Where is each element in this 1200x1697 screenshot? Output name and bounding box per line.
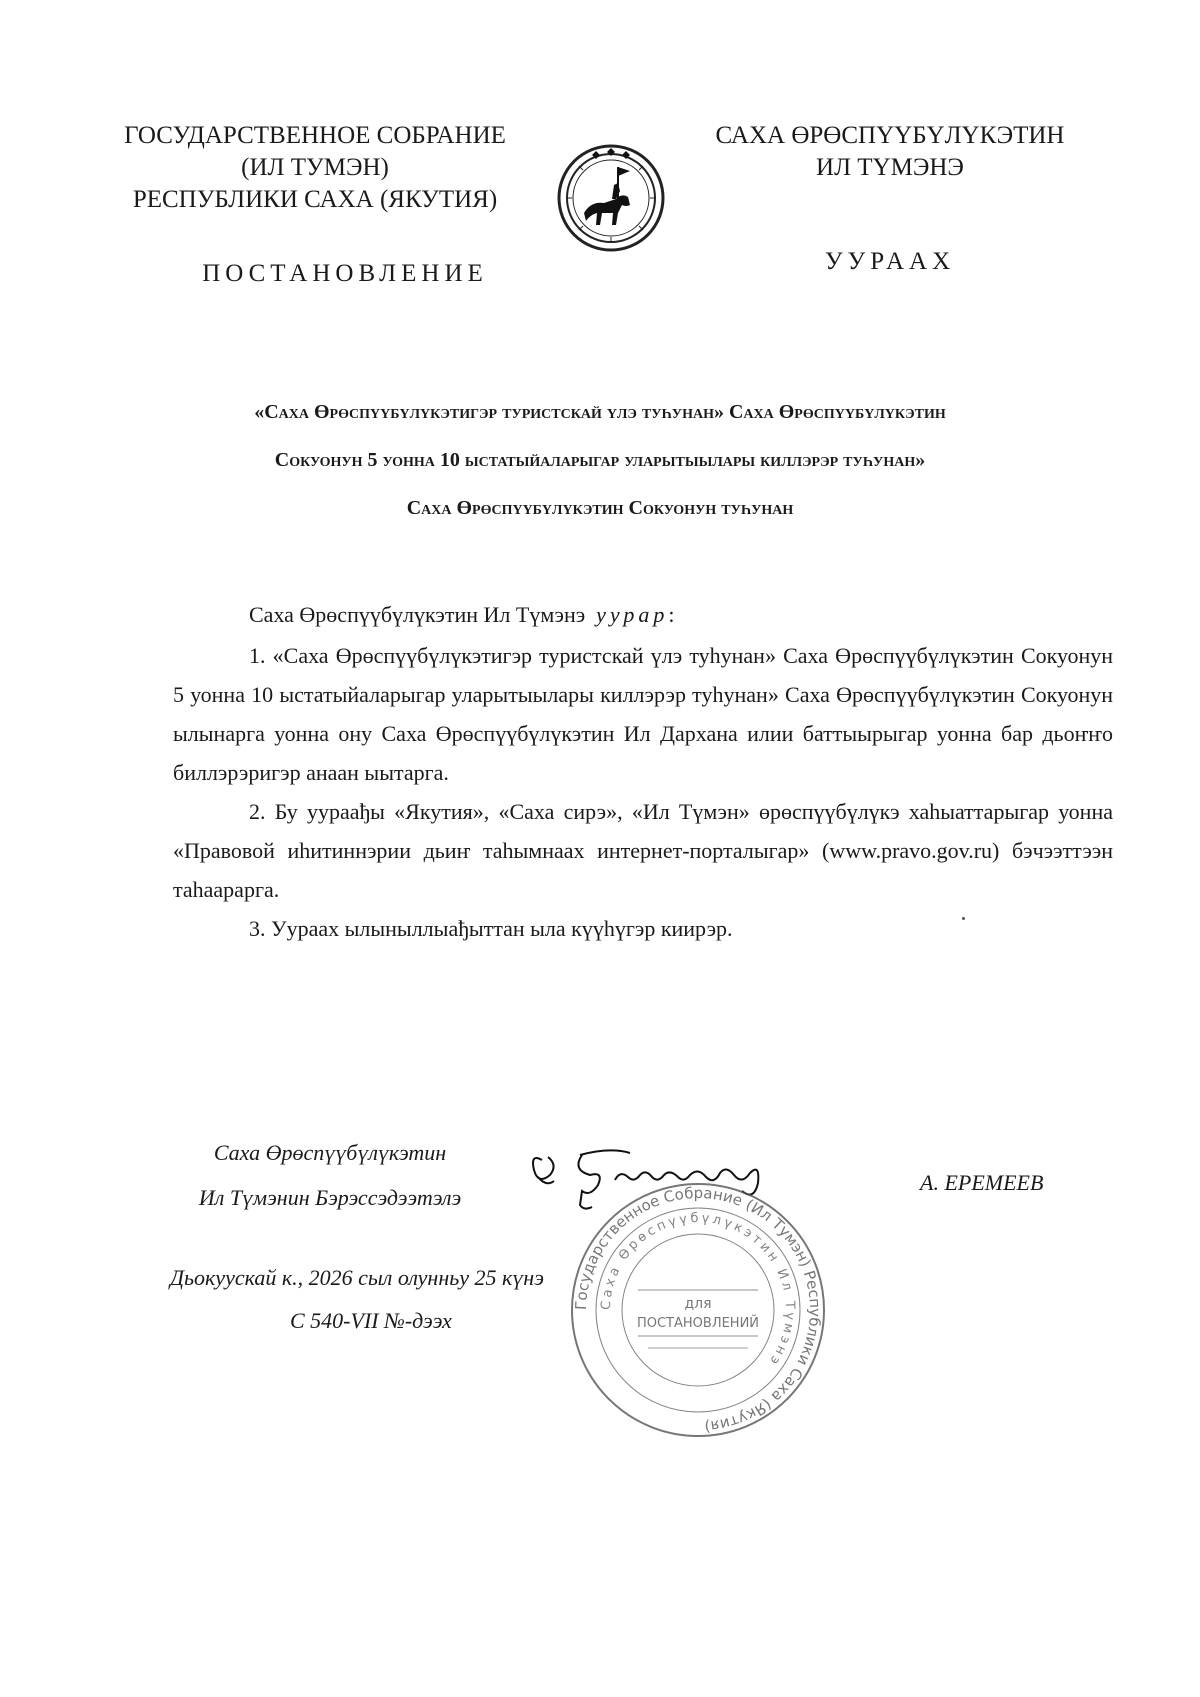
paragraph-3: 3. Уураах ылыныллыађыттан ыла күүһүгэр киирэр. <box>249 916 733 941</box>
document-number: С 540-VII №-дээх <box>290 1308 452 1333</box>
header-left-russian <box>120 120 510 216</box>
preamble <box>173 595 1113 634</box>
title-line: Саха Өрөспүүбүлүкэтин Сокуонун туһунан <box>406 497 794 519</box>
signatory-name: А. ЕРЕМЕЕВ <box>920 1170 1044 1195</box>
paragraph-1: 1. «Саха Өрөспүүбүлүкэтигэр туристскай үлэ туһунан» Саха Өрөспүүбүлүкэтин Сокуонун 5 уонна 10 ыстатыйаларыгар уларытыылары киллэрэр туһунан» Саха Өрөспүүбүлүкэтин Сокуонун ылынарга уонна ону Саха Өрөспүүбүлүкэтин Ил Дархана илии баттыырыгар уонна бар дьоҥҥо биллэрэригэр анаан ыытарга. <box>173 643 1113 785</box>
stamp-inner-ring-text-path: Саха Өрөспүүбүлүкэтин Ил Түмэнэ <box>598 1210 798 1370</box>
coat-of-arms-sakha-icon <box>556 143 666 253</box>
preamble-colon: : <box>668 602 675 627</box>
scan-speck <box>962 917 965 920</box>
stamp-ring-text-path: Государственное Собрание (Ил Тумэн) Республики Саха (Якутия) <box>571 1183 825 1436</box>
title-line: «Саха Өрөспүүбүлүкэтигэр туристскай үлэ туһунан» Саха Өрөспүүбүлүкэтин <box>254 401 946 423</box>
header-right-yakut <box>690 120 1090 184</box>
preamble-verb: уурар <box>596 602 669 627</box>
stamp-center-line: ПОСТАНОВЛЕНИЙ <box>636 1316 760 1331</box>
preamble-subject: Саха Өрөспүүбүлүкэтин Ил Түмэнэ <box>249 602 586 627</box>
paragraph-2: 2. Бу уураађы «Якутия», «Саха сирэ», «Ил Түмэн» өрөспүүбүлүкэ хаһыаттарыгар уонна «Правовой иһитиннэрии дьиҥ таһымнаах интернет-порталыгар» (www.pravo.gov.ru) бэчээттээн таһаарарга. <box>173 799 1113 902</box>
header-left-line: (ИЛ ТУМЭН) <box>241 154 389 181</box>
header-left-line: РЕСПУБЛИКИ САХА (ЯКУТИЯ) <box>132 186 498 213</box>
title-line: Сокуонун 5 уонна 10 ыстатыйаларыгар уларытыылары киллэрэр туһунан» <box>274 449 926 471</box>
position-line: Ил Түмэнин Бэрэссэдээтэлэ <box>198 1185 462 1210</box>
place-and-date: Дьокуускай к., 2026 сыл олунньу 25 күнэ <box>170 1265 544 1290</box>
official-stamp-icon <box>568 1180 828 1440</box>
doc-type-yakut: УУРААХ <box>824 248 956 275</box>
position-line: Саха Өрөспүүбүлүкэтин <box>213 1140 447 1165</box>
stamp-center-line: для <box>684 1296 712 1312</box>
signatory-position <box>160 1130 500 1220</box>
doc-type-russian: ПОСТАНОВЛЕНИЕ <box>202 260 488 287</box>
header-right-line: САХА ӨРӨСПҮҮБҮЛҮКЭТИН <box>715 122 1065 149</box>
document-body <box>173 595 1113 948</box>
document-title <box>100 388 1100 532</box>
header-right-line: ИЛ ТҮМЭНЭ <box>816 154 964 181</box>
header-left-line: ГОСУДАРСТВЕННОЕ СОБРАНИЕ <box>124 122 506 149</box>
